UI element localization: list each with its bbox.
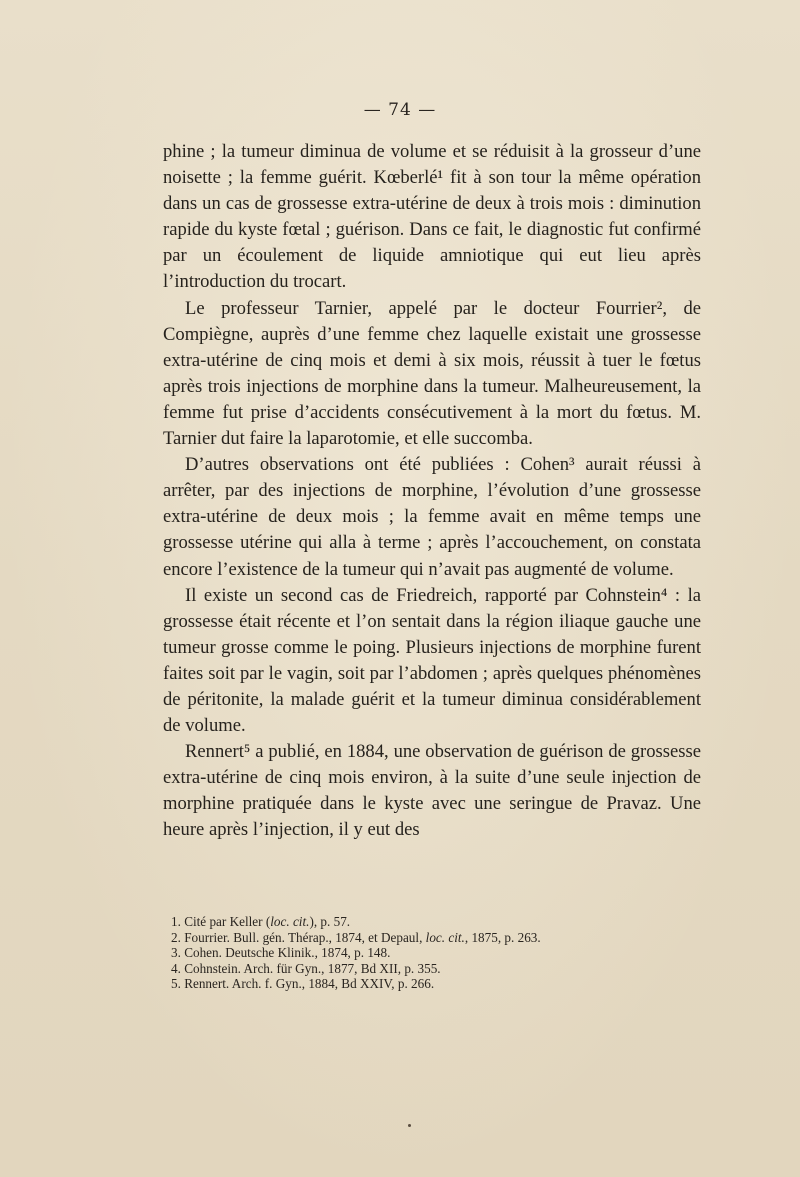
- footnote: 4. Cohnstein. Arch. für Gyn., 1877, Bd XII, p. 355.: [171, 960, 441, 976]
- paragraph-friedreich: Il existe un second cas de Friedreich, rapporté par Cohnstein⁴ : la grossesse était récente et l’on sentait dans la région iliaque gauche une tumeur grosse comme le poing. Plusieurs injections de morphine furent faites soit par le vagin, soit par l’abdomen ; après quelques phénomènes de péritonite, la malade guérit et la tumeur diminua considérablement de volume.: [163, 584, 701, 737]
- footnote: 2. Fourrier. Bull. gén. Thérap., 1874, et Depaul, loc. cit., 1875, p. 263.: [171, 929, 541, 945]
- page-number: — 74 —: [363, 100, 437, 120]
- paragraph-continuation: phine ; la tumeur diminua de volume et se réduisit à la grosseur d’une noisette ; la femme guérit. Kœberlé¹ fit à son tour la même opération dans un cas de grossesse extra-utérine de deux à trois mois : diminution rapide du kyste fœtal ; guérison. Dans ce fait, le diagnostic fut confirmé par un écoulement de liquide amniotique qui eut lieu après l’introduction du trocart.: [163, 141, 701, 293]
- paragraph-rennert: Rennert⁵ a publié, en 1884, une observation de guérison de grossesse extra-utérine de cinq mois environ, à la suite d’une seule injection de morphine pratiquée dans le kyste avec une seringue de Pravaz. Une heure après l’injection, il y eut des: [163, 741, 701, 841]
- footnotes: [163, 914, 701, 992]
- paper-speck: [408, 1124, 411, 1127]
- footnote: 1. Cité par Keller (loc. cit.), p. 57.: [171, 914, 351, 929]
- footnote: 3. Cohen. Deutsche Klinik., 1874, p. 148.: [171, 945, 391, 961]
- paragraph-tarnier: Le professeur Tarnier, appelé par le docteur Fourrier², de Compiègne, auprès d’une femme chez laquelle existait une grossesse extra-utérine de cinq mois et demi à six mois, réussit à tuer le fœtus après trois injections de morphine dans la tumeur. Malheureusement, la femme fut prise d’accidents consécutivement à la mort du fœtus. M. Tarnier dut faire la laparotomie, et elle succomba.: [163, 297, 701, 450]
- body-text: [163, 139, 701, 844]
- paragraph-cohen: D’autres observations ont été publiées : Cohen³ aurait réussi à arrêter, par des injections de morphine, l’évolution d’une grossesse extra-utérine de deux mois ; la femme avait en même temps une grossesse utérine qui alla à terme ; après l’accouchement, on constata encore l’existence de la tumeur qui n’avait pas augmenté de volume.: [163, 454, 701, 580]
- footnote: 5. Rennert. Arch. f. Gyn., 1884, Bd XXIV, p. 266.: [171, 976, 435, 992]
